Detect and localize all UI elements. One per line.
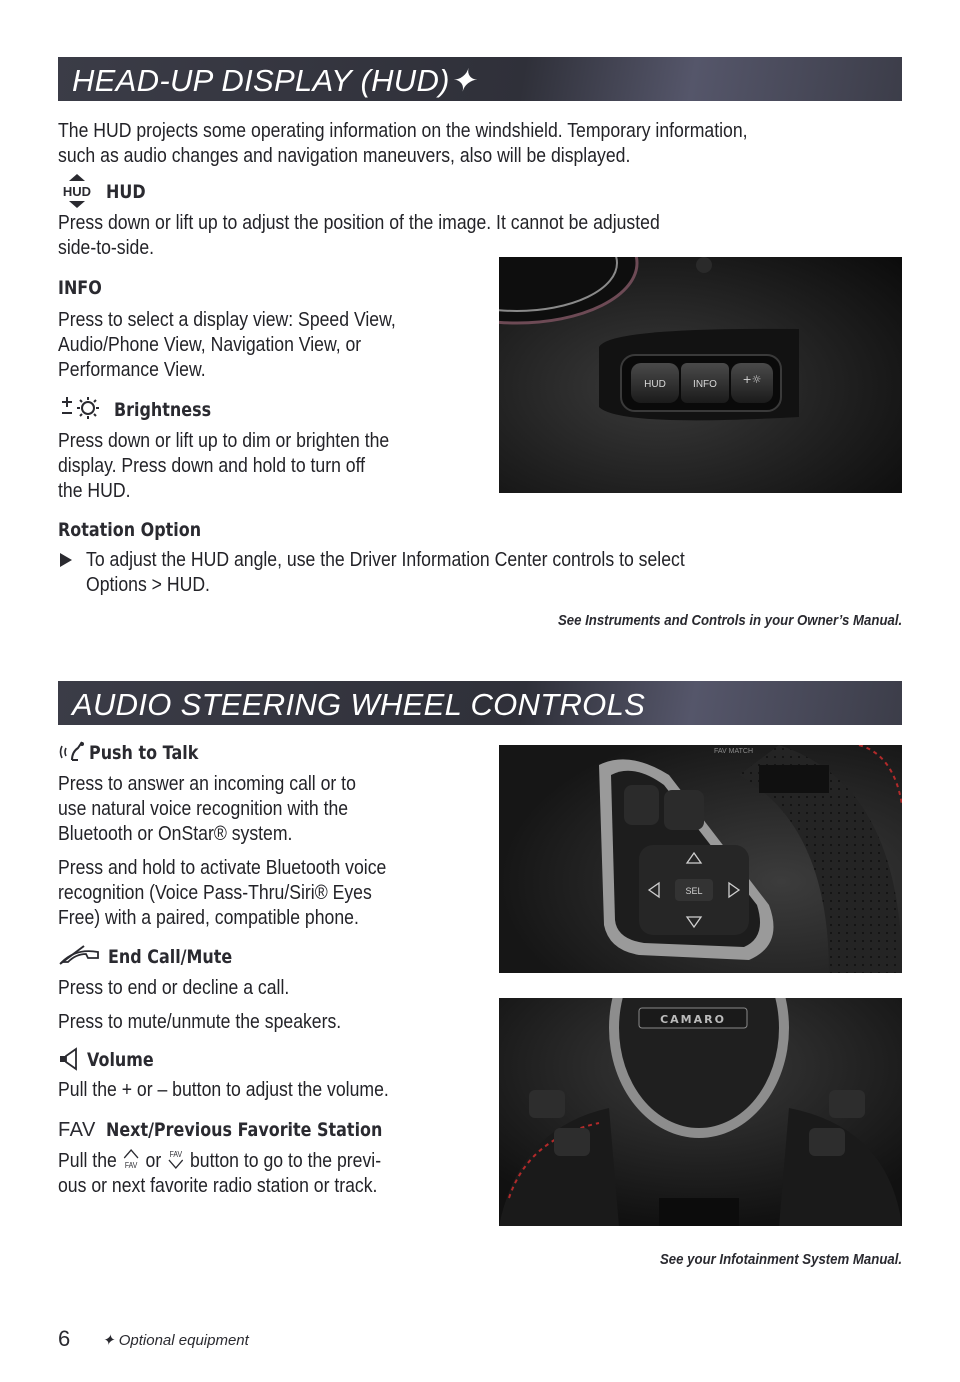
audio-manual-reference: See your Infotainment System Manual. — [659, 1251, 902, 1268]
fav-heading: Next/Previous Favorite Station — [106, 1119, 383, 1141]
end-call-heading: End Call/Mute — [108, 946, 233, 968]
hud-intro-line-1: The HUD projects some operating information on the windshield. Temporary information, — [58, 119, 748, 142]
audio-section-title: AUDIO STEERING WHEEL CONTROLS — [72, 687, 646, 722]
info-text-line-1: Press to select a display view: Speed View, — [58, 308, 396, 331]
hud-text-line-1: Press down or lift up to adjust the position of the image. It cannot be adjusted — [58, 211, 660, 234]
fav-up-icon-label: FAV — [124, 1160, 138, 1170]
photo-sel-label: SEL — [685, 886, 703, 896]
volume-icon — [58, 1047, 84, 1071]
fav-text-rest: button to go to the previ- — [189, 1149, 382, 1172]
volume-text: Pull the + or – button to adjust the volume. — [58, 1078, 389, 1101]
fav-down-icon — [166, 1148, 185, 1170]
ptt-text-line-6: Free) with a paired, compatible phone. — [58, 906, 359, 929]
hud-intro-line-2: such as audio changes and navigation maneuvers, also will be displayed. — [58, 144, 631, 167]
rotation-text-line-1: To adjust the HUD angle, use the Driver Information Center controls to select — [86, 548, 685, 571]
end-call-text-line-2: Press to mute/unmute the speakers. — [58, 1010, 342, 1033]
rotation-heading: Rotation Option — [58, 519, 202, 541]
brightness-text-line-3: the HUD. — [58, 479, 131, 502]
hud-heading: HUD — [106, 181, 146, 203]
fav-up-icon — [122, 1148, 141, 1170]
fav-icon: FAV — [58, 1119, 96, 1141]
brightness-text-line-1: Press down or lift up to dim or brighten the — [58, 429, 390, 452]
fav-down-icon-label: FAV — [169, 1149, 182, 1160]
photo-hud-label: HUD — [644, 379, 666, 390]
fav-text-or: or — [145, 1149, 162, 1172]
info-text-line-3: Performance View. — [58, 358, 206, 381]
info-text-line-2: Audio/Phone View, Navigation View, or — [58, 333, 362, 356]
hud-section-banner — [58, 57, 902, 101]
end-call-text-line-1: Press to end or decline a call. — [58, 976, 290, 999]
hud-section-title: HEAD-UP DISPLAY (HUD)✦ — [72, 63, 477, 98]
photo-info-label: INFO — [693, 379, 717, 390]
photo-brightness-label: +☼ — [742, 373, 762, 386]
brightness-text-line-2: display. Press down and hold to turn off — [58, 454, 366, 477]
rotation-text-line-2: Options > HUD. — [86, 573, 210, 596]
photo-fav-match-label: FAV MATCH — [714, 748, 754, 755]
hud-controls-photo — [499, 257, 902, 493]
audio-section-banner — [58, 681, 902, 725]
ptt-text-line-5: recognition (Voice Pass-Thru/Siri® Eyes — [58, 881, 372, 904]
volume-heading: Volume — [87, 1049, 154, 1071]
arrow-bullet-icon — [60, 553, 72, 567]
hud-icon — [58, 174, 96, 208]
ptt-text-line-3: Bluetooth or OnStar® system. — [58, 822, 293, 845]
brightness-icon — [58, 396, 106, 422]
fav-text-line-2: ous or next favorite radio station or track. — [58, 1174, 378, 1197]
steering-wheel-photo — [499, 998, 902, 1226]
ptt-text-line-2: use natural voice recognition with the — [58, 797, 349, 820]
brightness-heading: Brightness — [114, 399, 212, 421]
photo-camaro-label: CAMARO — [660, 1013, 726, 1026]
fav-text-line-1 — [58, 1148, 381, 1173]
end-call-icon — [58, 944, 102, 966]
ptt-text-line-1: Press to answer an incoming call or to — [58, 772, 356, 795]
ptt-text-line-4: Press and hold to activate Bluetooth voice — [58, 856, 387, 879]
steering-controls-photo — [499, 745, 902, 973]
page-number: 6 — [58, 1326, 71, 1351]
hud-text-line-2: side-to-side. — [58, 236, 155, 259]
hud-manual-reference: See Instruments and Controls in your Owner’s Manual. — [557, 612, 902, 629]
fav-text-pull: Pull the — [58, 1149, 117, 1172]
push-to-talk-icon — [58, 740, 88, 764]
push-to-talk-heading: Push to Talk — [89, 742, 199, 764]
info-heading: INFO — [58, 277, 102, 299]
optional-equipment-note: ✦ Optional equipment — [102, 1332, 249, 1349]
hud-icon-label: HUD — [62, 184, 92, 199]
